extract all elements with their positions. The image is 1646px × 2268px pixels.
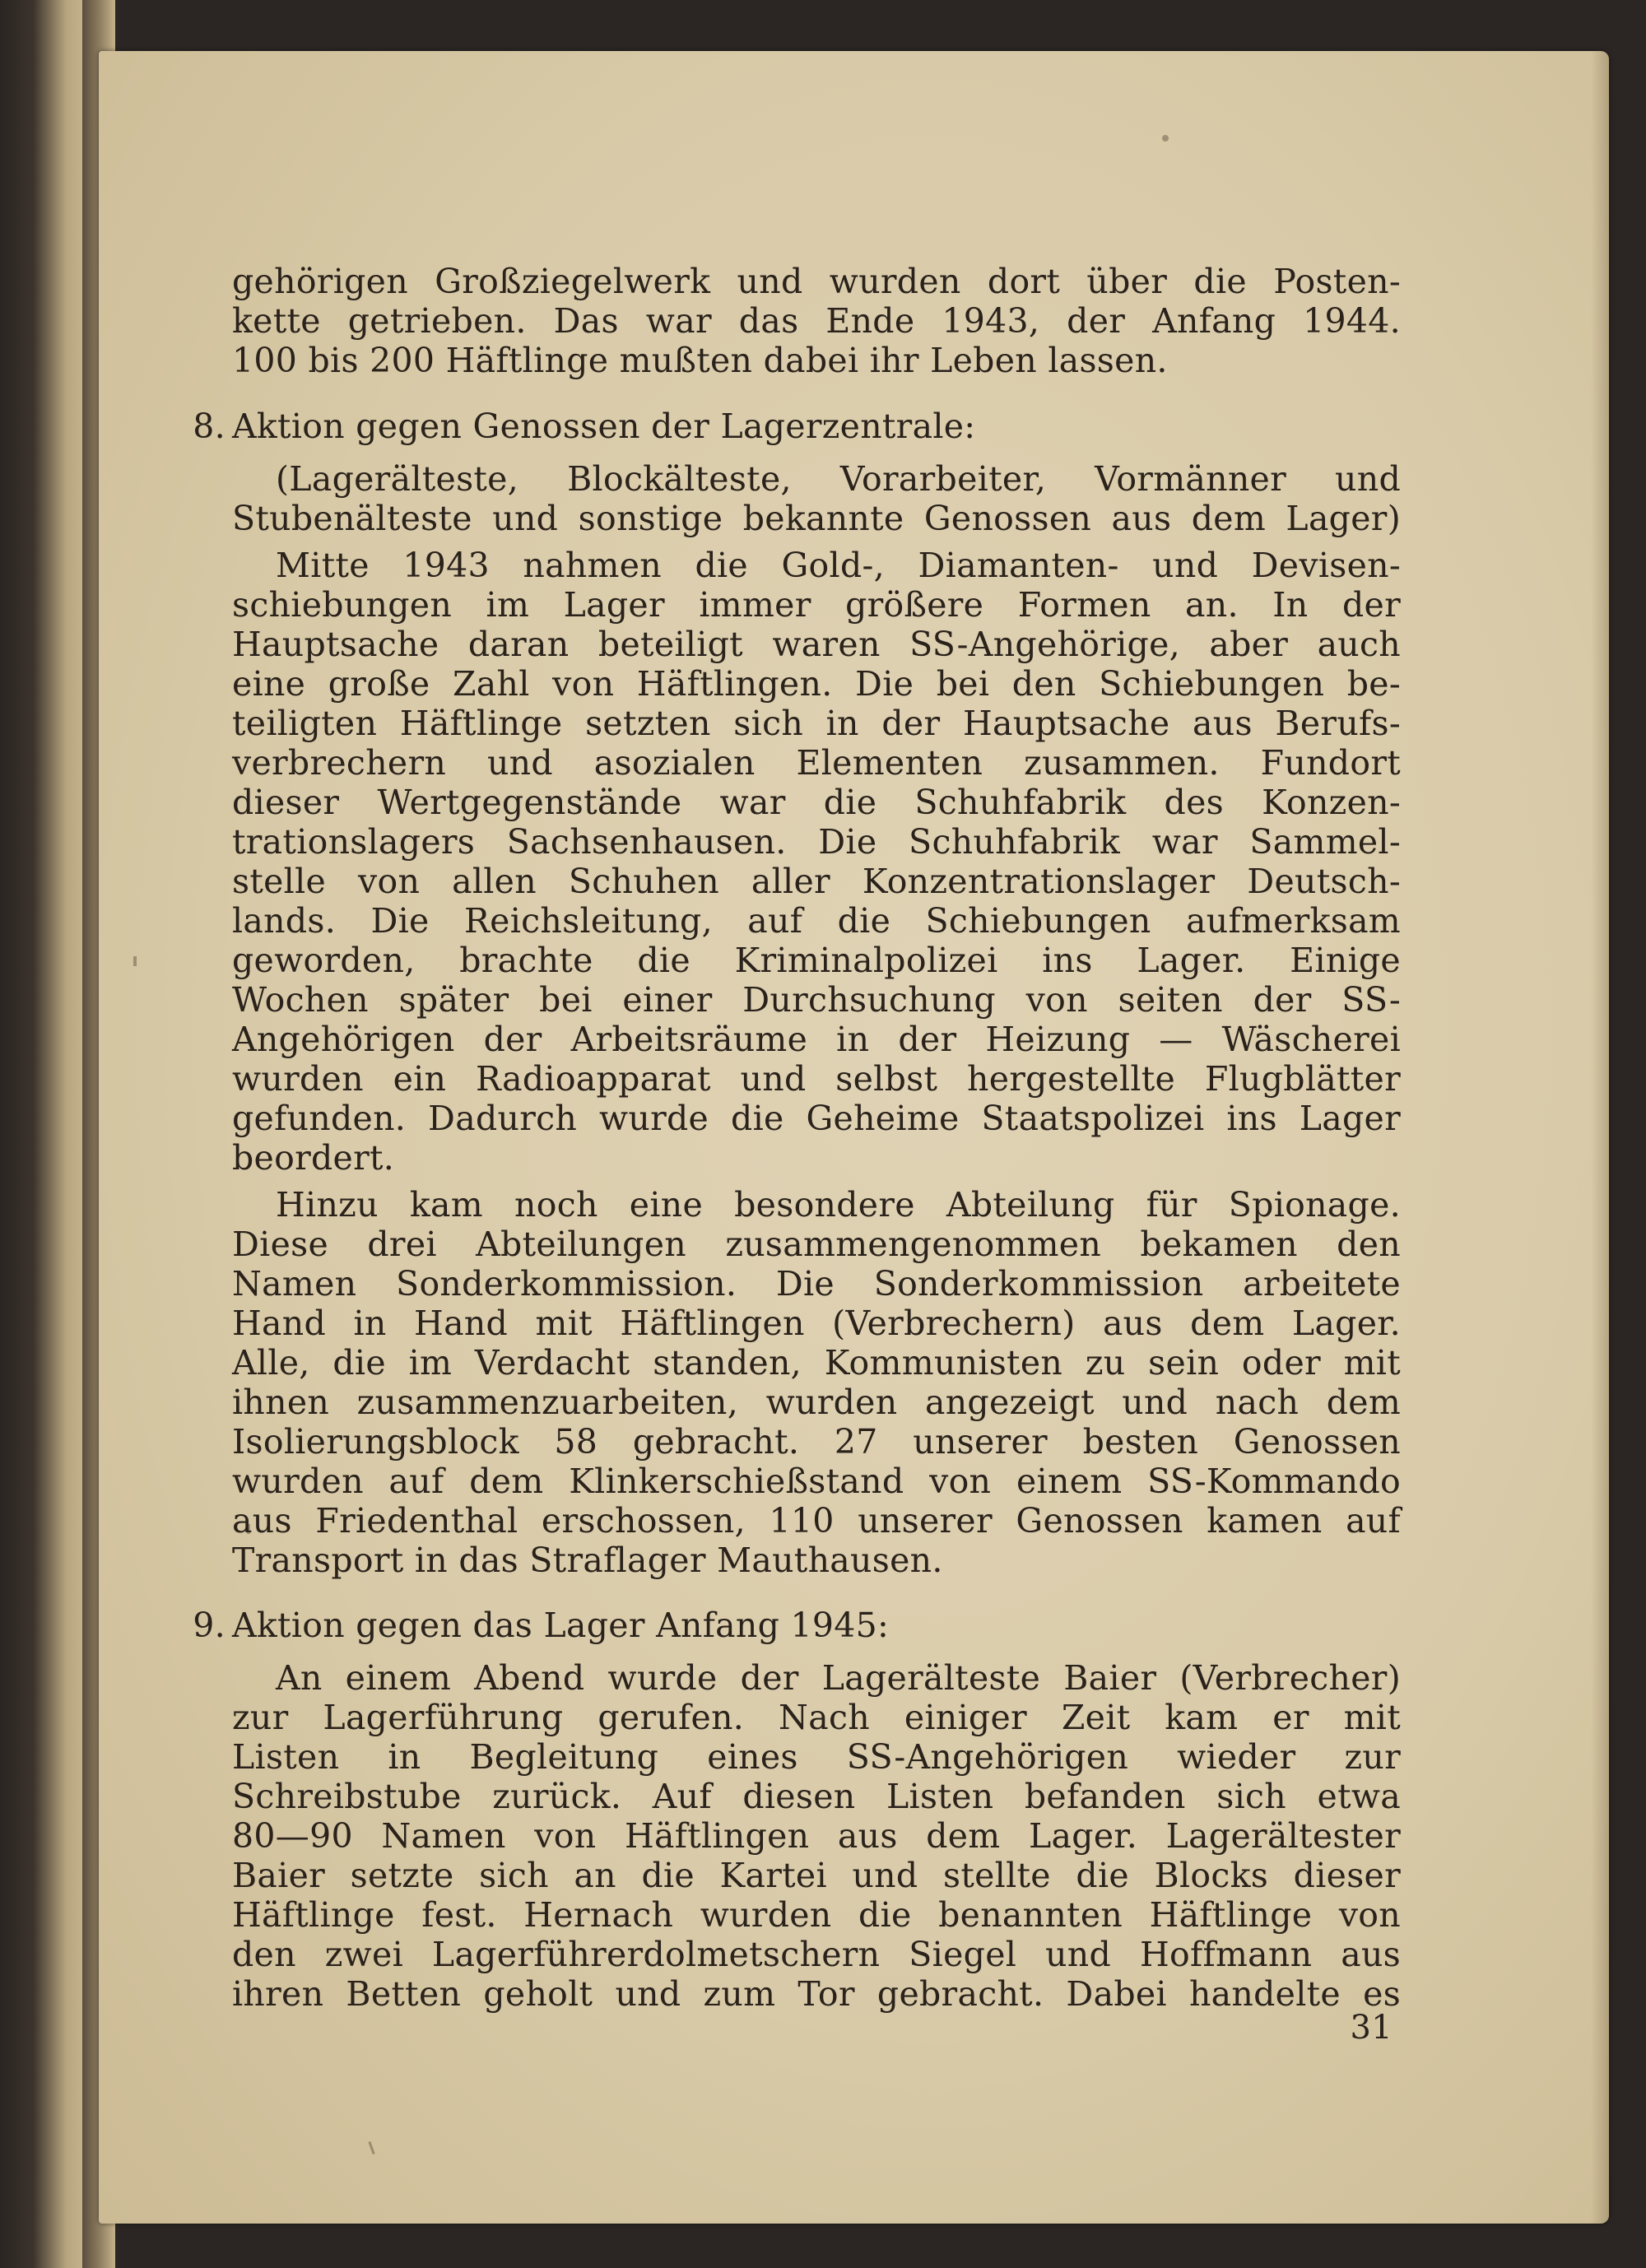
text-line: wurden auf dem Klinkerschießstand von einem SS-Kommando: [232, 1462, 1401, 1501]
text-line: gefunden. Dadurch wurde die Geheime Staatspolizei ins Lager: [232, 1099, 1401, 1138]
text-line: schiebungen im Lager immer größere Formen an. In der: [232, 585, 1401, 625]
left-page-edge: [0, 0, 95, 2268]
text-line: Hinzu kam noch eine besondere Abteilung für Spionage.: [276, 1185, 1401, 1225]
section-heading: Aktion gegen das Lager Anfang 1945:: [232, 1606, 890, 1645]
section-number: 9.: [193, 1606, 226, 1645]
text-line: Namen Sonderkommission. Die Sonderkommission arbeitete: [232, 1264, 1401, 1304]
text-line: 80—90 Namen von Häftlingen aus dem Lager. Lagerältester: [232, 1816, 1401, 1856]
text-line: Isolierungsblock 58 gebracht. 27 unserer besten Genossen: [232, 1422, 1401, 1462]
paper-speck: [1162, 135, 1169, 142]
text-line: dieser Wertgegenstände war die Schuhfabrik des Konzen-: [232, 783, 1401, 822]
text-line: 100 bis 200 Häftlinge mußten dabei ihr Leben lassen.: [232, 341, 1168, 380]
text-line: gehörigen Großziegelwerk und wurden dort über die Posten-: [232, 262, 1401, 301]
paper-speck: [368, 2141, 374, 2154]
text-line: ihnen zusammenzuarbeiten, wurden angezeigt und nach dem: [232, 1383, 1401, 1422]
section-heading: Aktion gegen Genossen der Lagerzentrale:: [232, 407, 976, 446]
text-line: zur Lagerführung gerufen. Nach einiger Zeit kam er mit: [232, 1698, 1401, 1737]
text-line: Schreibstube zurück. Auf diesen Listen befanden sich etwa: [232, 1777, 1401, 1816]
text-line: Häftlinge fest. Hernach wurden die benannten Häftlinge von: [232, 1895, 1401, 1935]
text-line: stelle von allen Schuhen aller Konzentrationslager Deutsch-: [232, 862, 1401, 901]
text-line: Stubenälteste und sonstige bekannte Genossen aus dem Lager): [232, 499, 1401, 538]
text-line: Hauptsache daran beteiligt waren SS-Angehörige, aber auch: [232, 625, 1401, 664]
text-line: aus Friedenthal erschossen, 110 unserer Genossen kamen auf: [232, 1501, 1401, 1541]
text-line: Transport in das Straflager Mauthausen.: [232, 1541, 943, 1580]
text-line: Alle, die im Verdacht standen, Kommunisten zu sein oder mit: [232, 1343, 1401, 1383]
paper-speck: [133, 956, 137, 966]
text-line: Hand in Hand mit Häftlingen (Verbrechern) aus dem Lager.: [232, 1304, 1401, 1343]
text-line: teiligten Häftlinge setzten sich in der Hauptsache aus Berufs-: [232, 704, 1401, 743]
text-line: Listen in Begleitung eines SS-Angehörigen wieder zur: [232, 1737, 1401, 1777]
text-line: Mitte 1943 nahmen die Gold-, Diamanten- und Devisen-: [276, 546, 1401, 585]
text-line: kette getrieben. Das war das Ende 1943, der Anfang 1944.: [232, 301, 1401, 341]
text-line: lands. Die Reichsleitung, auf die Schiebungen aufmerksam: [232, 901, 1401, 941]
text-line: (Lagerälteste, Blockälteste, Vorarbeiter, Vormänner und: [276, 459, 1401, 499]
text-line: ihren Betten geholt und zum Tor gebracht. Dabei handelte es: [232, 1974, 1401, 2014]
page-number: 31: [1350, 2009, 1393, 2047]
text-line: den zwei Lagerführerdolmetschern Siegel und Hoffmann aus: [232, 1935, 1401, 1974]
section-number: 8.: [193, 407, 226, 446]
text-line: Baier setzte sich an die Kartei und stellte die Blocks dieser: [232, 1856, 1401, 1895]
text-line: eine große Zahl von Häftlingen. Die bei den Schiebungen be-: [232, 664, 1401, 704]
text-line: trationslagers Sachsenhausen. Die Schuhfabrik war Sammel-: [232, 822, 1401, 862]
text-line: Angehörigen der Arbeitsräume in der Heizung — Wäscherei: [232, 1020, 1401, 1059]
text-line: Wochen später bei einer Durchsuchung von seiten der SS-: [232, 980, 1401, 1020]
text-line: wurden ein Radioapparat und selbst hergestellte Flugblätter: [232, 1059, 1401, 1099]
text-line: verbrechern und asozialen Elementen zusammen. Fundort: [232, 743, 1401, 783]
text-line: An einem Abend wurde der Lagerälteste Baier (Verbrecher): [276, 1658, 1401, 1698]
text-line: geworden, brachte die Kriminalpolizei ins Lager. Einige: [232, 941, 1401, 980]
text-line: Diese drei Abteilungen zusammengenommen bekamen den: [232, 1225, 1401, 1264]
text-line: beordert.: [232, 1138, 395, 1178]
